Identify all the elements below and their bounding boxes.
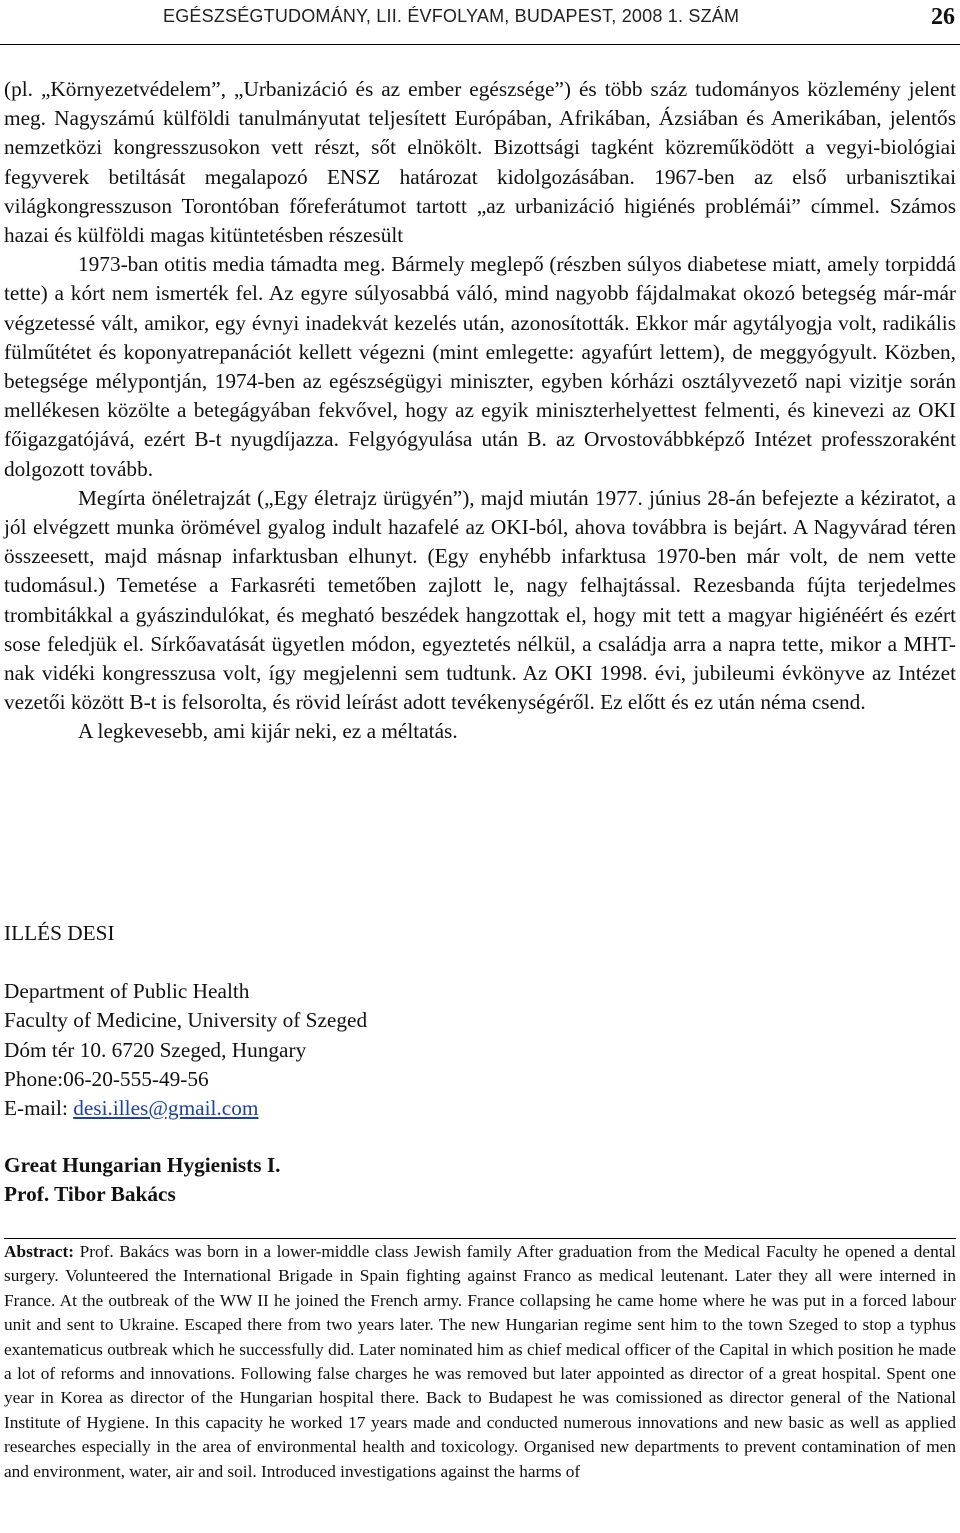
email-link[interactable]: desi.illes@gmail.com xyxy=(73,1096,259,1121)
department-line: Department of Public Health xyxy=(4,979,250,1004)
address-line: Dóm tér 10. 6720 Szeged, Hungary xyxy=(4,1037,307,1062)
author-contact-block xyxy=(4,919,367,1123)
phone-line: Phone:06-20-555-49-56 xyxy=(4,1066,209,1091)
abstract-text: Prof. Bakács was born in a lower-middle class Jewish family After graduation from the Medical Faculty he opened a dental surgery. Volunteered the International Brigade in Spain fighting against Franco as medical leutenant. Later they all were interned in France. At the outbreak of the WW II he joined the French army. France collapsing he came home where he was put in a forced labour unit and sent to Ukraine. Escaped there from two years later. The new Hungarian regime sent him to the town Szeged to stop a typhus exantematicus outbreak which he successfully did. Later nominated him as chief medical officer of the Capital in which position he made a lot of reforms and innovations. Following false charges he was removed but later appointed as director of a great hospital. Spent one year in Korea as director of the Hungarian hospital there. Back to Budapest he was comissioned as director general of the National Institute of Hygiene. In this capacity he worked 17 years made and conducted numerous innovations and new basic as well as applied researches especially in the area of environmental health and toxicology. Organised new departments to prevent contamination of men and environment, water, air and soil. Introduced investigations against the harms of xyxy=(4,1242,956,1481)
english-title-block xyxy=(4,1151,281,1209)
english-subtitle: Prof. Tibor Bakács xyxy=(4,1182,176,1207)
faculty-line: Faculty of Medicine, University of Szeged xyxy=(4,1008,368,1033)
article-body xyxy=(4,75,956,747)
closing-line: A legkevesebb, ami kijár neki, ez a méltatás. xyxy=(78,719,458,744)
journal-title: EGÉSZSÉGTUDOMÁNY, LII. ÉVFOLYAM, BUDAPEST, 2008 1. SZÁM xyxy=(163,6,740,26)
abstract-divider xyxy=(4,1238,956,1239)
english-title: Great Hungarian Hygienists I. xyxy=(4,1153,281,1177)
abstract-block xyxy=(4,1240,956,1484)
author-name: ILLÉS DESI xyxy=(4,921,115,945)
page-header xyxy=(0,0,960,45)
abstract-label: Abstract: xyxy=(4,1242,75,1261)
email-label: E-mail: xyxy=(4,1096,74,1121)
body-paragraph: 1973-ban otitis media támadta meg. Bármely meglepő (részben súlyos diabetese miatt, amely torpiddá tette) a kórt nem ismerték fel. Az egyre súlyosabbá váló, mind nagyobb fájdalmakat okozó betegség már-már végzetessé vált, amikor, egy évnyi inadekvát kezelés után, azonosították. Ekkor már agytályogja volt, radikális fülműtétet és koponyatrepanációt kellett végezni (mint emlegette: agyafúrt lettem), de meggyógyult. Közben, betegsége mélypontján, 1974-ben az egészségügyi miniszter, egyben kórházi osztályvezető napi vizitje során mellékesen közölte a betegágyában fekvővel, hogy az egyik miniszterhelyettest felmenti, és kinevezi az OKI főigazgatójává, ezért B-t nyugdíjazza. Felgyógyulása után B. az Orvostovábbképző Intézet professzoraként dolgozott tovább. xyxy=(4,252,956,481)
body-paragraph: (pl. „Környezetvédelem”, „Urbanizáció és az ember egészsége”) és több száz tudományos közlemény jelent meg. Nagyszámú külföldi tanulmányutat teljesített Európában, Afrikában, Ázsiában és Amerikában, jelentős nemzetközi kongresszusokon vett részt, sőt elnökölt. Bizottsági tagként közreműködött a vegyi-biológiai fegyverek betiltását megalapozó ENSZ határozat kidolgozásában. 1967-ben az első urbanisztikai világkongresszuson Torontóban főreferátumot tartott „az urbanizáció higiénés problémái” címmel. Számos hazai és külföldi magas kitüntetésben részesült xyxy=(4,77,956,248)
email-line xyxy=(4,1094,367,1123)
page-number: 26 xyxy=(931,4,955,30)
body-paragraph: Megírta önéletrajzát („Egy életrajz ürügyén”), majd miután 1977. június 28-án befejezte a kéziratot, a jól elvégzett munka örömével gyalog indult hazafelé az OKI-ból, ahova továbbra is bejárt. A Nagyvárad téren összeesett, majd másnap infarktusban elhunyt. (Egy enyhébb infarktusa 1970-ben már volt, de nem vette tudomásul.) Temetése a Farkasréti temetőben zajlott le, nagy felhajtással. Rezesbanda fújta terjedelmes trombitákkal a gyászindulókat, és megható beszédek hangzottak el, hogy mit tett a magyar higiénéért és ezért sose feledjük el. Sírkőavatását ügyetlen módon, egyeztetés nélkül, a családja arra a napra tette, mikor a MHT-nak vidéki kongresszusa volt, így megjelenni sem tudtunk. Az OKI 1998. évi, jubileumi évkönyve az Intézet vezetői között B-t is felsorolta, és rövid leírást adott tevékenységéről. Ez előtt és ez után néma csend. xyxy=(4,485,956,715)
